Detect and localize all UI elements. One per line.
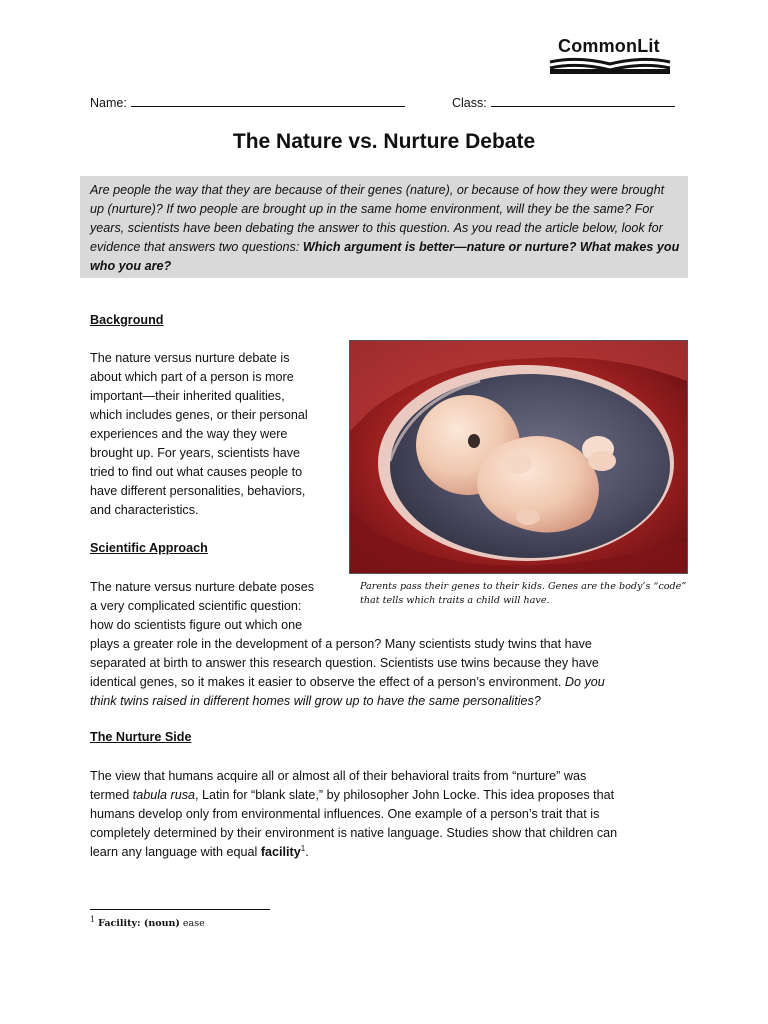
background-paragraph (90, 349, 340, 520)
nurture-line: The view that humans acquire all or almost all of their behavioral traits from “nurture” was (90, 769, 587, 783)
commonlit-logo (548, 36, 672, 78)
name-label: Name: (90, 96, 127, 110)
background-line: have different personalities, behaviors, (90, 484, 306, 498)
class-label: Class: (452, 96, 487, 110)
nurture-text: , Latin for “blank slate,” by philosopher John Locke. This idea proposes that (195, 788, 615, 802)
footnote-definition: ease (179, 918, 205, 929)
page-title: The Nature vs. Nurture Debate (232, 130, 536, 153)
scientific-line: separated at birth to answer this research question. Scientists use twins because they have (90, 656, 599, 670)
footnote-divider (90, 909, 270, 910)
intro-text (90, 181, 680, 276)
background-line: important—their inherited qualities, (90, 389, 285, 403)
scientific-line-text: identical genes, so it makes it easier to observe the effect of a person’s environment. (90, 675, 565, 689)
scientific-approach-heading: Scientific Approach (90, 541, 208, 555)
caption-line: that tells which traits a child will have. (360, 595, 550, 606)
scientific-paragraph (90, 578, 690, 711)
open-book-icon (548, 56, 672, 78)
nurture-line (90, 786, 690, 805)
footnote-term: Facility: (noun) (98, 918, 180, 929)
background-line: and characteristics. (90, 503, 199, 517)
nurture-line (90, 843, 690, 862)
class-blank[interactable] (491, 94, 675, 107)
background-line: about which part of a person is more (90, 370, 294, 384)
name-blank[interactable] (131, 94, 405, 107)
name-field[interactable] (90, 94, 405, 110)
caption-line: Parents pass their genes to their kids. Genes are the body’s “code” (360, 581, 687, 592)
class-field[interactable] (452, 94, 675, 110)
scientific-line (90, 692, 690, 711)
nurture-line: completely determined by their environment is native language. Studies show that children can (90, 826, 618, 840)
background-line: tried to find out what causes people to (90, 465, 303, 479)
scientific-line: The nature versus nurture debate poses (90, 580, 315, 594)
intro-bold-questions: Which argument is better—nature or nurture? What makes you who you are? (90, 240, 680, 273)
intro-question: Are people the way that they are because of their genes (nature), or because of how they were brought up (nurture)? If two people are brought up in the same home environment, will they be the same? For years, scientists have been debating the answer to this question. As you read the article below, look for evidence that answers two questions: (90, 183, 665, 254)
scientific-question: think twins raised in different homes will grow up to have the same personalities? (90, 694, 541, 708)
nurture-line: humans develop only from environmental influences. One example of a person’s trait that is (90, 807, 600, 821)
footnote (90, 914, 205, 929)
scientific-line: plays a greater role in the development of a person? Many scientists study twins that have (90, 637, 592, 651)
scientific-line: how do scientists figure out which one (90, 618, 303, 632)
background-line: experiences and the way they were (90, 427, 288, 441)
intro-box (80, 176, 688, 278)
nurture-side-heading: The Nurture Side (90, 730, 192, 744)
scientific-line (90, 673, 690, 692)
footnote-marker[interactable]: 1 (300, 843, 306, 853)
tabula-rusa-term: tabula rusa (132, 788, 196, 802)
background-heading: Background (90, 313, 164, 327)
background-line: brought up. For years, scientists have (90, 446, 300, 460)
nurture-text: . (305, 845, 309, 859)
scientific-line: a very complicated scientific question: (90, 599, 302, 613)
logo-text: CommonLit (558, 36, 660, 56)
embryo-photo (349, 340, 688, 574)
nurture-text: termed (90, 788, 133, 802)
embryo-illustration (350, 341, 687, 573)
nurture-text: learn any language with equal (90, 845, 261, 859)
facility-term: facility (260, 845, 301, 859)
background-line: The nature versus nurture debate is (90, 351, 290, 365)
nurture-paragraph (90, 767, 690, 862)
footnote-number: 1 (90, 914, 96, 924)
scientific-question-start: Do you (564, 675, 605, 689)
background-line: which includes genes, or their personal (90, 408, 308, 422)
